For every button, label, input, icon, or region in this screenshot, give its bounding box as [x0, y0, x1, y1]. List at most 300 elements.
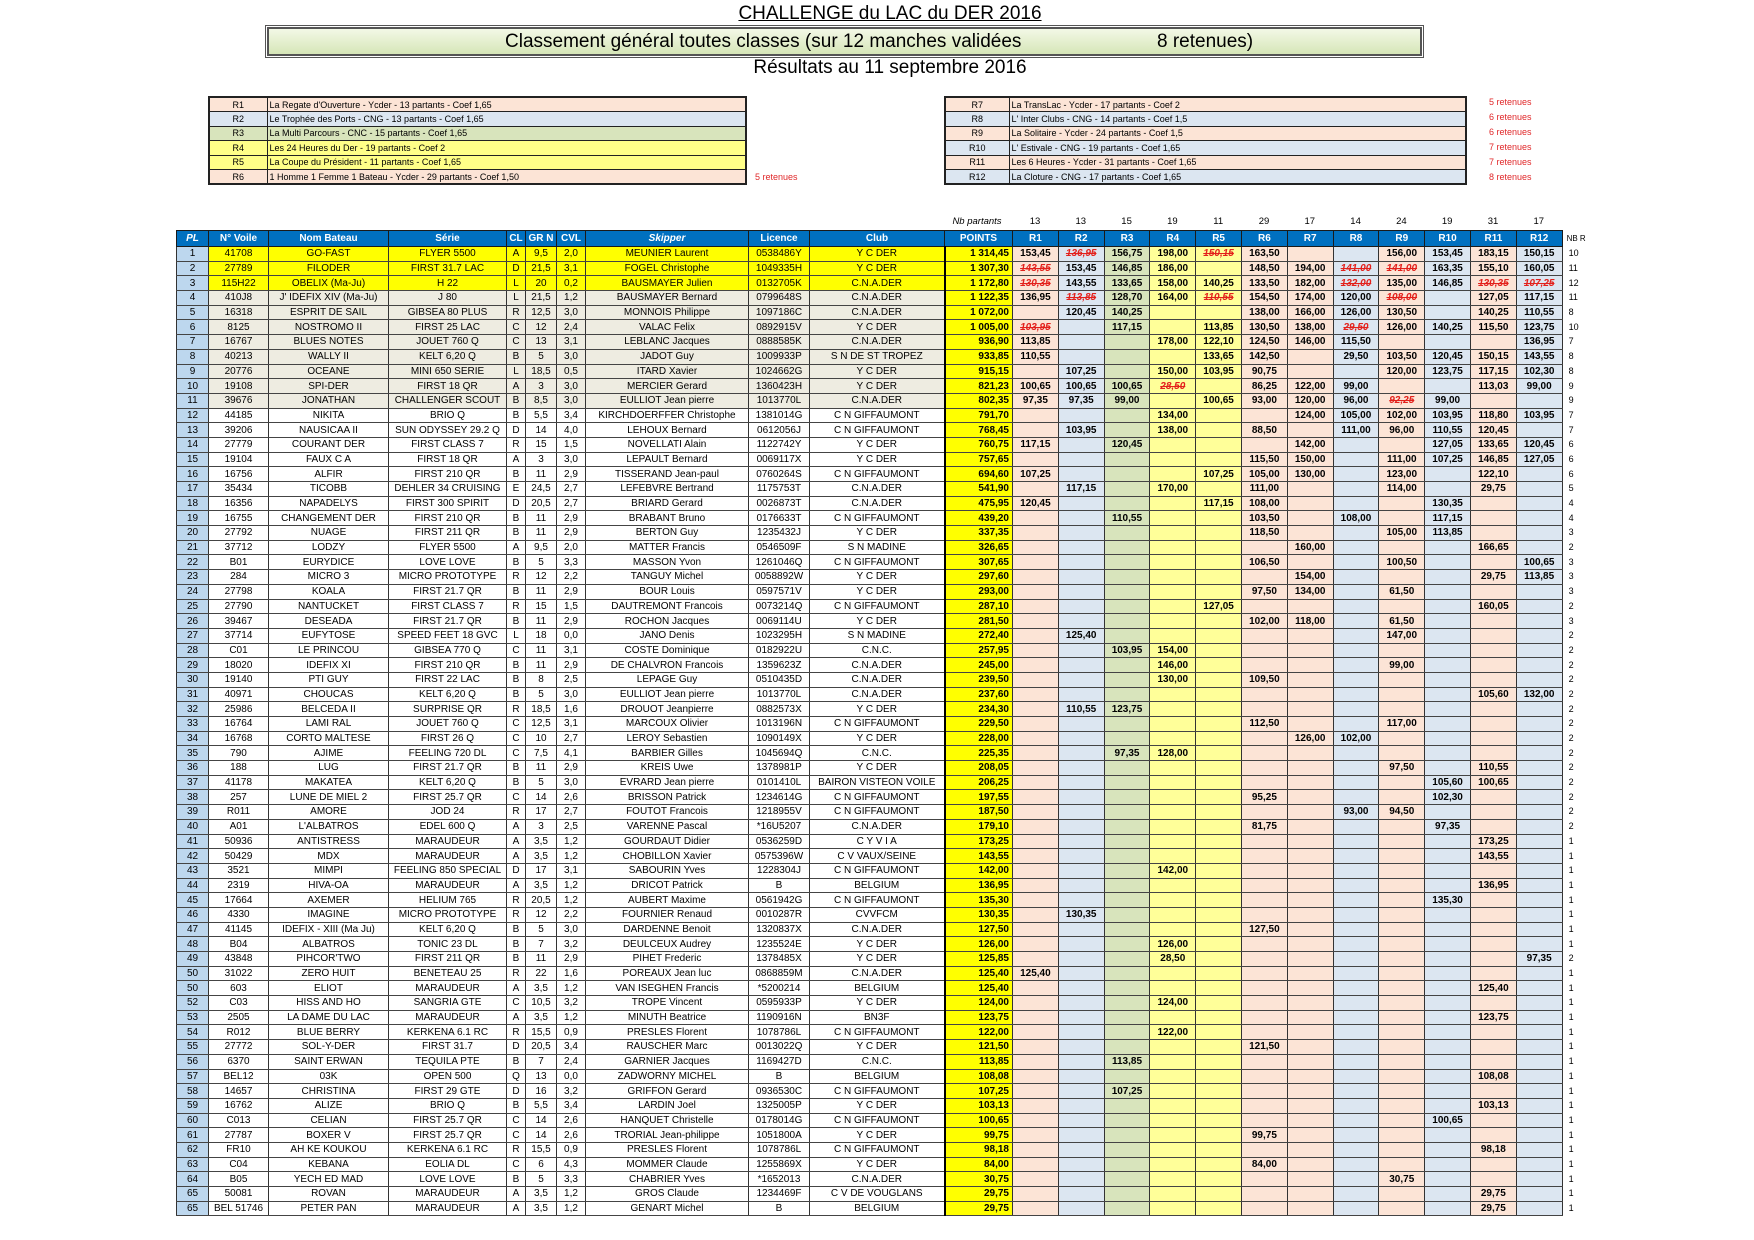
sail-number-cell: 50081: [209, 1187, 269, 1202]
cvl-cell: 3,1: [557, 717, 586, 732]
race-r6-cell: 111,00: [1241, 482, 1287, 497]
race-r9-cell: 96,00: [1379, 423, 1425, 438]
race-r7-cell: 182,00: [1287, 276, 1333, 291]
race-r11-cell: 173,25: [1470, 834, 1516, 849]
boat-name-cell: MDX: [269, 849, 389, 864]
boat-name-cell: CHRISTINA: [269, 1084, 389, 1099]
column-header[interactable]: R9: [1379, 231, 1425, 247]
race-r1-cell: [1013, 775, 1059, 790]
cvl-cell: 3,3: [557, 555, 586, 570]
race-r2-cell: [1058, 496, 1104, 511]
place-cell: 47: [177, 922, 209, 937]
boat-name-cell: HISS AND HO: [269, 996, 389, 1011]
boat-name-cell: AXEMER: [269, 893, 389, 908]
nb-retained-cell: 5: [1562, 482, 1590, 497]
race-r2-cell: [1058, 1187, 1104, 1202]
race-r6-cell: [1241, 643, 1287, 658]
table-row: [177, 496, 1591, 511]
race-r9-cell: [1379, 599, 1425, 614]
race-legend-row: [945, 126, 1466, 140]
series-cell: FIRST 18 QR: [389, 452, 507, 467]
skipper-cell: MARCOUX Olivier: [586, 717, 749, 732]
race-r7-cell: [1287, 717, 1333, 732]
race-r12-cell: [1516, 790, 1562, 805]
sail-number-cell: 27779: [209, 437, 269, 452]
sail-number-cell: A01: [209, 819, 269, 834]
licence-cell: 1320837X: [749, 922, 810, 937]
group-n-cell: 3: [526, 452, 557, 467]
place-cell: 52: [177, 996, 209, 1011]
race-r8-cell: [1333, 570, 1379, 585]
race-r5-cell: [1196, 555, 1242, 570]
race-r12-cell: [1516, 746, 1562, 761]
race-r6-cell: 109,50: [1241, 672, 1287, 687]
race-r6-cell: [1241, 540, 1287, 555]
class-cell: R: [507, 305, 526, 320]
table-row: [177, 702, 1591, 717]
class-cell: C: [507, 996, 526, 1011]
group-n-cell: 7: [526, 1054, 557, 1069]
race-r10-cell: [1425, 482, 1471, 497]
race-legend-row: [945, 169, 1466, 184]
place-cell: 48: [177, 937, 209, 952]
series-cell: EDEL 600 Q: [389, 819, 507, 834]
table-row: [177, 1084, 1591, 1099]
club-cell: Y C DER: [810, 1157, 945, 1172]
race-code: R7: [945, 97, 1009, 112]
race-r8-cell: [1333, 775, 1379, 790]
class-cell: L: [507, 628, 526, 643]
nb-partants-label: Nb partants: [952, 216, 1002, 227]
licence-cell: 1097186C: [749, 305, 810, 320]
table-row: [177, 746, 1591, 761]
table-row: [177, 761, 1591, 776]
table-row: [177, 555, 1591, 570]
race-r2-cell: [1058, 1025, 1104, 1040]
race-r5-cell: [1196, 1010, 1242, 1025]
race-r6-cell: 106,50: [1241, 555, 1287, 570]
boat-name-cell: BELCEDA II: [269, 702, 389, 717]
nb-retained-cell: 9: [1562, 379, 1590, 394]
race-r6-cell: 138,00: [1241, 305, 1287, 320]
licence-cell: 0760264S: [749, 467, 810, 482]
race-r12-cell: [1516, 834, 1562, 849]
race-r7-cell: [1287, 746, 1333, 761]
race-r11-cell: 130,35: [1470, 276, 1516, 291]
column-header[interactable]: Série: [389, 231, 507, 247]
place-cell: 30: [177, 672, 209, 687]
place-cell: 19: [177, 511, 209, 526]
licence-cell: 1078786L: [749, 1142, 810, 1157]
licence-cell: 0892915V: [749, 320, 810, 335]
race-r8-cell: 99,00: [1333, 379, 1379, 394]
column-header[interactable]: R4: [1150, 231, 1196, 247]
race-r1-cell: [1013, 790, 1059, 805]
race-r11-cell: 183,15: [1470, 247, 1516, 262]
table-row: [177, 408, 1591, 423]
race-r10-cell: [1425, 717, 1471, 732]
race-r3-cell: 120,45: [1104, 437, 1150, 452]
nb-retained-cell: 1: [1562, 1069, 1590, 1084]
column-header[interactable]: R6: [1241, 231, 1287, 247]
column-header[interactable]: PL: [177, 231, 209, 247]
race-r2-cell: [1058, 1142, 1104, 1157]
column-header[interactable]: Licence: [749, 231, 810, 247]
column-header[interactable]: R3: [1104, 231, 1150, 247]
points-cell: 135,30: [945, 893, 1013, 908]
table-row: [177, 276, 1591, 291]
column-header[interactable]: R10: [1425, 231, 1471, 247]
column-header[interactable]: GR N: [526, 231, 557, 247]
column-header[interactable]: CVL: [557, 231, 586, 247]
race-r9-cell: [1379, 863, 1425, 878]
retenues-note: 7 retenues: [1489, 157, 1532, 167]
club-cell: C N GIFFAUMONT: [810, 1142, 945, 1157]
sail-number-cell: B01: [209, 555, 269, 570]
nb-retained-cell: 3: [1562, 614, 1590, 629]
sail-number-cell: 16764: [209, 717, 269, 732]
boat-name-cell: LE PRINCOU: [269, 643, 389, 658]
race-code: R9: [945, 126, 1009, 140]
sail-number-cell: 16767: [209, 335, 269, 350]
class-cell: B: [507, 584, 526, 599]
race-r2-cell: [1058, 584, 1104, 599]
sail-number-cell: 14657: [209, 1084, 269, 1099]
race-r8-cell: [1333, 1187, 1379, 1202]
race-r7-cell: [1287, 423, 1333, 438]
place-cell: 57: [177, 1069, 209, 1084]
place-cell: 12: [177, 408, 209, 423]
race-r3-cell: [1104, 849, 1150, 864]
class-cell: B: [507, 687, 526, 702]
race-r10-cell: [1425, 1187, 1471, 1202]
table-row: [177, 364, 1591, 379]
race-r9-cell: [1379, 996, 1425, 1011]
place-cell: 41: [177, 834, 209, 849]
cvl-cell: 1,2: [557, 981, 586, 996]
skipper-cell: DROUOT Jeanpierre: [586, 702, 749, 717]
race-r2-cell: [1058, 746, 1104, 761]
races-legend-right: [944, 96, 1467, 185]
group-n-cell: 5: [526, 555, 557, 570]
race-r12-cell: 136,95: [1516, 335, 1562, 350]
race-r9-cell: [1379, 379, 1425, 394]
race-r2-cell: [1058, 467, 1104, 482]
race-r12-cell: [1516, 702, 1562, 717]
sail-number-cell: 39206: [209, 423, 269, 438]
column-header[interactable]: NB R: [1562, 231, 1590, 247]
race-description: La Coupe du Président - 11 partants - Coef 1,65: [267, 155, 746, 169]
race-r9-cell: [1379, 1084, 1425, 1099]
column-header[interactable]: R12: [1516, 231, 1562, 247]
race-r12-cell: [1516, 761, 1562, 776]
table-row: [177, 570, 1591, 585]
licence-cell: 0510435D: [749, 672, 810, 687]
nb-partants-value: 17: [1304, 216, 1316, 227]
class-cell: R: [507, 907, 526, 922]
boat-name-cell: BLUE BERRY: [269, 1025, 389, 1040]
race-r1-cell: [1013, 408, 1059, 423]
club-cell: C N GIFFAUMONT: [810, 1025, 945, 1040]
race-r8-cell: 120,00: [1333, 291, 1379, 306]
nb-retained-cell: 3: [1562, 526, 1590, 541]
licence-cell: B: [749, 1069, 810, 1084]
points-cell: 281,50: [945, 614, 1013, 629]
race-r12-cell: 132,00: [1516, 687, 1562, 702]
race-description: La Multi Parcours - CNC - 15 partants - Coef 1,65: [267, 126, 746, 140]
race-r2-cell: [1058, 922, 1104, 937]
place-cell: 43: [177, 863, 209, 878]
race-r6-cell: 97,50: [1241, 584, 1287, 599]
race-r2-cell: [1058, 1069, 1104, 1084]
race-r3-cell: [1104, 672, 1150, 687]
race-r3-cell: [1104, 878, 1150, 893]
column-header[interactable]: R7: [1287, 231, 1333, 247]
race-r12-cell: [1516, 1098, 1562, 1113]
race-r4-cell: 158,00: [1150, 276, 1196, 291]
race-r8-cell: [1333, 1201, 1379, 1216]
race-r1-cell: [1013, 819, 1059, 834]
table-row: [177, 467, 1591, 482]
sail-number-cell: 16756: [209, 467, 269, 482]
skipper-cell: LEHOUX Bernard: [586, 423, 749, 438]
series-cell: FIRST 21.7 QR: [389, 584, 507, 599]
boat-name-cell: EUFYTOSE: [269, 628, 389, 643]
race-r10-cell: [1425, 540, 1471, 555]
series-cell: FEELING 850 SPECIAL: [389, 863, 507, 878]
race-r10-cell: [1425, 878, 1471, 893]
race-r9-cell: 117,00: [1379, 717, 1425, 732]
skipper-cell: EULLIOT Jean pierre: [586, 393, 749, 408]
race-r7-cell: [1287, 790, 1333, 805]
race-r8-cell: [1333, 526, 1379, 541]
race-r5-cell: [1196, 761, 1242, 776]
series-cell: MARAUDEUR: [389, 849, 507, 864]
group-n-cell: 18,5: [526, 702, 557, 717]
column-header[interactable]: R8: [1333, 231, 1379, 247]
race-r1-cell: [1013, 658, 1059, 673]
race-r8-cell: 96,00: [1333, 393, 1379, 408]
club-cell: C V VAUX/SEINE: [810, 849, 945, 864]
race-r11-cell: [1470, 819, 1516, 834]
race-r9-cell: [1379, 643, 1425, 658]
points-cell: 100,65: [945, 1113, 1013, 1128]
race-r11-cell: 118,80: [1470, 408, 1516, 423]
race-r9-cell: [1379, 922, 1425, 937]
race-r9-cell: [1379, 966, 1425, 981]
skipper-cell: VARENNE Pascal: [586, 819, 749, 834]
race-r9-cell: 111,00: [1379, 452, 1425, 467]
race-r3-cell: [1104, 570, 1150, 585]
group-n-cell: 14: [526, 423, 557, 438]
series-cell: CHALLENGER SCOUT: [389, 393, 507, 408]
club-cell: BELGIUM: [810, 1069, 945, 1084]
skipper-cell: JADOT Guy: [586, 349, 749, 364]
column-header[interactable]: N° Voile: [209, 231, 269, 247]
column-header[interactable]: R5: [1196, 231, 1242, 247]
race-r7-cell: [1287, 981, 1333, 996]
race-r6-cell: [1241, 849, 1287, 864]
series-cell: FIRST 25.7 QR: [389, 1128, 507, 1143]
licence-cell: 0073214Q: [749, 599, 810, 614]
table-row: [177, 717, 1591, 732]
race-r3-cell: [1104, 1113, 1150, 1128]
series-cell: KELT 6,20 Q: [389, 922, 507, 937]
column-header[interactable]: R11: [1470, 231, 1516, 247]
race-r9-cell: [1379, 1010, 1425, 1025]
race-r8-cell: [1333, 437, 1379, 452]
series-cell: BRIO Q: [389, 408, 507, 423]
class-cell: C: [507, 1128, 526, 1143]
table-row: [177, 922, 1591, 937]
class-cell: A: [507, 1201, 526, 1216]
race-r1-cell: [1013, 570, 1059, 585]
race-r7-cell: 122,00: [1287, 379, 1333, 394]
table-row: [177, 1142, 1591, 1157]
race-r8-cell: [1333, 1157, 1379, 1172]
race-r3-cell: [1104, 1069, 1150, 1084]
sail-number-cell: FR10: [209, 1142, 269, 1157]
race-r10-cell: [1425, 584, 1471, 599]
race-r5-cell: 100,65: [1196, 393, 1242, 408]
race-r11-cell: [1470, 1128, 1516, 1143]
race-r4-cell: 146,00: [1150, 658, 1196, 673]
race-r12-cell: 123,75: [1516, 320, 1562, 335]
race-r11-cell: [1470, 937, 1516, 952]
race-r4-cell: [1150, 834, 1196, 849]
table-row: [177, 658, 1591, 673]
sail-number-cell: 31022: [209, 966, 269, 981]
table-row: [177, 452, 1591, 467]
class-cell: R: [507, 893, 526, 908]
race-r12-cell: [1516, 526, 1562, 541]
race-r6-cell: 99,75: [1241, 1128, 1287, 1143]
skipper-cell: MASSON Yvon: [586, 555, 749, 570]
race-r1-cell: [1013, 555, 1059, 570]
cvl-cell: 2,6: [557, 790, 586, 805]
race-r3-cell: [1104, 922, 1150, 937]
race-r2-cell: [1058, 1054, 1104, 1069]
points-cell: 99,75: [945, 1128, 1013, 1143]
licence-cell: 1234614G: [749, 790, 810, 805]
race-r4-cell: 28,50: [1150, 952, 1196, 967]
place-cell: 26: [177, 614, 209, 629]
sail-number-cell: 2319: [209, 878, 269, 893]
skipper-cell: GENART Michel: [586, 1201, 749, 1216]
cvl-cell: 3,1: [557, 863, 586, 878]
place-cell: 37: [177, 775, 209, 790]
race-code: R5: [209, 155, 267, 169]
race-r5-cell: [1196, 261, 1242, 276]
sail-number-cell: C03: [209, 996, 269, 1011]
column-header[interactable]: Skipper: [586, 231, 749, 247]
race-r10-cell: 120,45: [1425, 349, 1471, 364]
group-n-cell: 10,5: [526, 996, 557, 1011]
boat-name-cell: CHANGEMENT DER: [269, 511, 389, 526]
cvl-cell: 3,0: [557, 379, 586, 394]
group-n-cell: 20,5: [526, 893, 557, 908]
nb-retained-cell: 1: [1562, 893, 1590, 908]
race-r5-cell: 140,25: [1196, 276, 1242, 291]
points-cell: 187,50: [945, 805, 1013, 820]
race-r9-cell: [1379, 1113, 1425, 1128]
race-r2-cell: 136,95: [1058, 247, 1104, 262]
place-cell: 22: [177, 555, 209, 570]
race-r10-cell: [1425, 570, 1471, 585]
race-r11-cell: 146,85: [1470, 452, 1516, 467]
race-r8-cell: 111,00: [1333, 423, 1379, 438]
skipper-cell: PIHET Frederic: [586, 952, 749, 967]
race-r11-cell: [1470, 746, 1516, 761]
race-r2-cell: [1058, 437, 1104, 452]
points-cell: 136,95: [945, 878, 1013, 893]
race-r10-cell: [1425, 981, 1471, 996]
race-r7-cell: [1287, 1010, 1333, 1025]
boat-name-cell: 03K: [269, 1069, 389, 1084]
nb-retained-cell: 2: [1562, 775, 1590, 790]
group-n-cell: 3,5: [526, 1201, 557, 1216]
sail-number-cell: 27792: [209, 526, 269, 541]
sail-number-cell: 18020: [209, 658, 269, 673]
race-r9-cell: 108,00: [1379, 291, 1425, 306]
sail-number-cell: 44185: [209, 408, 269, 423]
race-r9-cell: 105,00: [1379, 526, 1425, 541]
column-header[interactable]: Nom Bateau: [269, 231, 389, 247]
race-r6-cell: [1241, 702, 1287, 717]
table-row: [177, 907, 1591, 922]
sail-number-cell: 27772: [209, 1040, 269, 1055]
column-header[interactable]: Club: [810, 231, 945, 247]
points-cell: 108,08: [945, 1069, 1013, 1084]
class-cell: B: [507, 775, 526, 790]
boat-name-cell: ROVAN: [269, 1187, 389, 1202]
sail-number-cell: 16762: [209, 1098, 269, 1113]
column-header[interactable]: CL: [507, 231, 526, 247]
group-n-cell: 3,5: [526, 1010, 557, 1025]
place-cell: 31: [177, 687, 209, 702]
race-r10-cell: [1425, 937, 1471, 952]
skipper-cell: LEBLANC Jacques: [586, 335, 749, 350]
points-cell: 107,25: [945, 1084, 1013, 1099]
licence-cell: 1078786L: [749, 1025, 810, 1040]
licence-cell: 1261046Q: [749, 555, 810, 570]
race-r2-cell: [1058, 614, 1104, 629]
race-r2-cell: [1058, 320, 1104, 335]
sail-number-cell: 6370: [209, 1054, 269, 1069]
race-r1-cell: 120,45: [1013, 496, 1059, 511]
race-r10-cell: [1425, 1084, 1471, 1099]
points-cell: 768,45: [945, 423, 1013, 438]
race-r10-cell: [1425, 1098, 1471, 1113]
race-r7-cell: [1287, 687, 1333, 702]
class-cell: A: [507, 981, 526, 996]
class-cell: R: [507, 805, 526, 820]
column-header[interactable]: R1: [1013, 231, 1059, 247]
column-header[interactable]: POINTS: [945, 231, 1013, 247]
group-n-cell: 11: [526, 761, 557, 776]
race-r1-cell: 100,65: [1013, 379, 1059, 394]
race-r3-cell: [1104, 349, 1150, 364]
place-cell: 21: [177, 540, 209, 555]
race-r11-cell: [1470, 922, 1516, 937]
race-r11-cell: 29,75: [1470, 1187, 1516, 1202]
club-cell: C Y V I A: [810, 834, 945, 849]
cvl-cell: 1,6: [557, 966, 586, 981]
licence-cell: 1175753T: [749, 482, 810, 497]
race-r8-cell: [1333, 540, 1379, 555]
column-header[interactable]: R2: [1058, 231, 1104, 247]
race-r4-cell: [1150, 511, 1196, 526]
